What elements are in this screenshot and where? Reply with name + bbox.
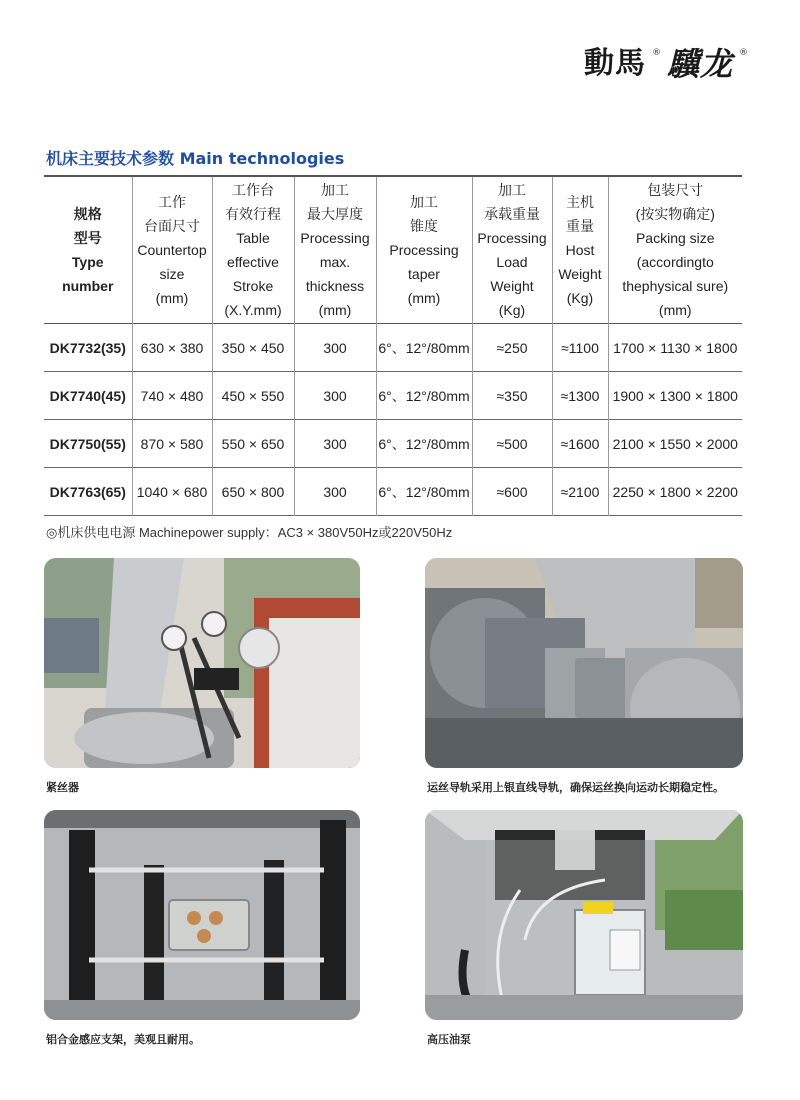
column-header-line: 锥度 [410,218,438,234]
caption-linear-guide: 运丝导轨采用上银直线导轨，确保运丝换向运动长期稳定性。 [427,781,724,794]
column-header-line: Processing [477,230,547,246]
table-body [44,324,742,516]
table-row [44,420,742,468]
table-cell: ≈1100 [552,324,608,372]
column-header-line: number [62,278,114,294]
column-header-line: 重量 [566,218,594,234]
column-header-line: size [159,266,185,282]
column-header-line: Load [496,254,528,270]
table-cell: ≈1300 [552,372,608,420]
table-cell: 740 × 480 [132,372,212,420]
column-header-line: (mm) [155,290,189,306]
column-header-line: 有效行程 [225,206,281,222]
brand-logo-part-2: 驥龙 [666,45,733,83]
table-cell: ≈2100 [552,468,608,516]
column-header-line: 型号 [73,230,102,246]
column-header-line: thephysical sure) [622,278,729,294]
section-title: 机床主要技术参数 Main technologies [46,149,345,168]
model-cell: DK7763(65) [44,468,132,516]
column-header-2 [212,176,294,324]
photo-linear-guide [425,558,743,768]
column-header-line: max. [319,254,351,270]
column-header-7 [608,176,742,324]
column-header-line: 主机 [566,194,594,210]
table-cell: ≈250 [472,324,552,372]
model-cell: DK7740(45) [44,372,132,420]
table-cell: 2100 × 1550 × 2000 [612,435,738,452]
column-header-line: 加工 [498,182,526,198]
table-cell: 2250 × 1800 × 2200 [612,483,738,500]
table-cell: 6°、12°/80mm [376,420,472,468]
table-cell: 300 [294,324,376,372]
power-supply-note: ◎机床供电电源 Machinepower supply：AC3 × 380V50Hz或220V50Hz [46,525,453,540]
column-header-line: effective [227,254,279,270]
column-header-line: (mm) [658,302,692,318]
column-header-5 [472,176,552,324]
photo-sensor-bracket [44,810,360,1020]
column-header-line: 包装尺寸 [647,182,704,198]
column-header-line: thickness [305,278,365,294]
photo-wire-tensioner [44,558,360,768]
column-header-line: Weight [490,278,534,294]
column-header-line: 加工 [321,182,349,198]
brand-logo-part-1: 動馬 [583,46,646,81]
column-header-line: (accordingto [636,254,714,270]
brand-logo [584,46,748,82]
table-cell: ≈600 [472,468,552,516]
column-header-6 [552,176,608,324]
column-header-0 [44,176,132,324]
column-header-line: (mm) [407,290,441,306]
column-header-line: Stroke [232,278,274,294]
registered-mark-1: ® [651,48,661,58]
table-cell: 6°、12°/80mm [376,468,472,516]
table-cell: 300 [294,372,376,420]
caption-wire-tensioner: 紧丝器 [46,781,79,794]
table-cell: 6°、12°/80mm [376,372,472,420]
table-cell: 650 × 800 [212,468,294,516]
column-header-line: Processing [300,230,370,246]
caption-sensor-bracket: 铝合金感应支架，美观且耐用。 [46,1033,200,1046]
column-header-line: (X.Y.mm) [224,302,282,318]
table-cell: 1040 × 680 [132,468,212,516]
column-header-1 [132,176,212,324]
registered-mark-2: ® [739,48,748,58]
table-cell: 1900 × 1300 × 1800 [612,387,738,404]
column-header-line: 承载重量 [484,206,540,222]
table-cell: 300 [294,420,376,468]
column-header-line: (Kg) [498,302,526,318]
table-cell: 6°、12°/80mm [376,324,472,372]
spec-table [44,175,742,516]
table-row [44,372,742,420]
column-header-line: (按实物确定) [635,206,715,222]
column-header-line: Host [565,242,595,258]
column-header-line: Processing [389,242,459,258]
column-header-line: Type [71,254,104,270]
table-cell: 630 × 380 [132,324,212,372]
column-header-line: 最大厚度 [307,206,363,222]
column-header-line: 工作台 [232,182,274,198]
photo-oil-pump [425,810,743,1020]
table-cell: 300 [294,468,376,516]
column-header-line: Countertop [137,242,207,258]
table-cell: 450 × 550 [212,372,294,420]
column-header-line: (mm) [318,302,352,318]
column-header-4 [376,176,472,324]
table-cell: 350 × 450 [212,324,294,372]
column-header-line: 加工 [410,194,438,210]
caption-oil-pump: 高压油泵 [427,1033,471,1046]
table-cell: 1700 × 1130 × 1800 [613,339,738,356]
column-header-line: (Kg) [566,290,594,306]
column-header-line: 台面尺寸 [144,218,200,234]
column-header-line: 工作 [158,194,186,210]
table-row [44,468,742,516]
column-header-3 [294,176,376,324]
table-cell: ≈500 [472,420,552,468]
model-cell: DK7732(35) [44,324,132,372]
table-row [44,324,742,372]
model-cell: DK7750(55) [44,420,132,468]
table-cell: 870 × 580 [132,420,212,468]
column-header-line: Table [236,230,270,246]
column-header-line: 规格 [73,206,102,222]
column-header-line: Weight [558,266,602,282]
table-cell: 550 × 650 [212,420,294,468]
column-header-line: taper [408,266,440,282]
table-cell: ≈1600 [552,420,608,468]
table-cell: ≈350 [472,372,552,420]
column-header-line: Packing size [635,230,715,246]
table-header-row [44,176,742,324]
